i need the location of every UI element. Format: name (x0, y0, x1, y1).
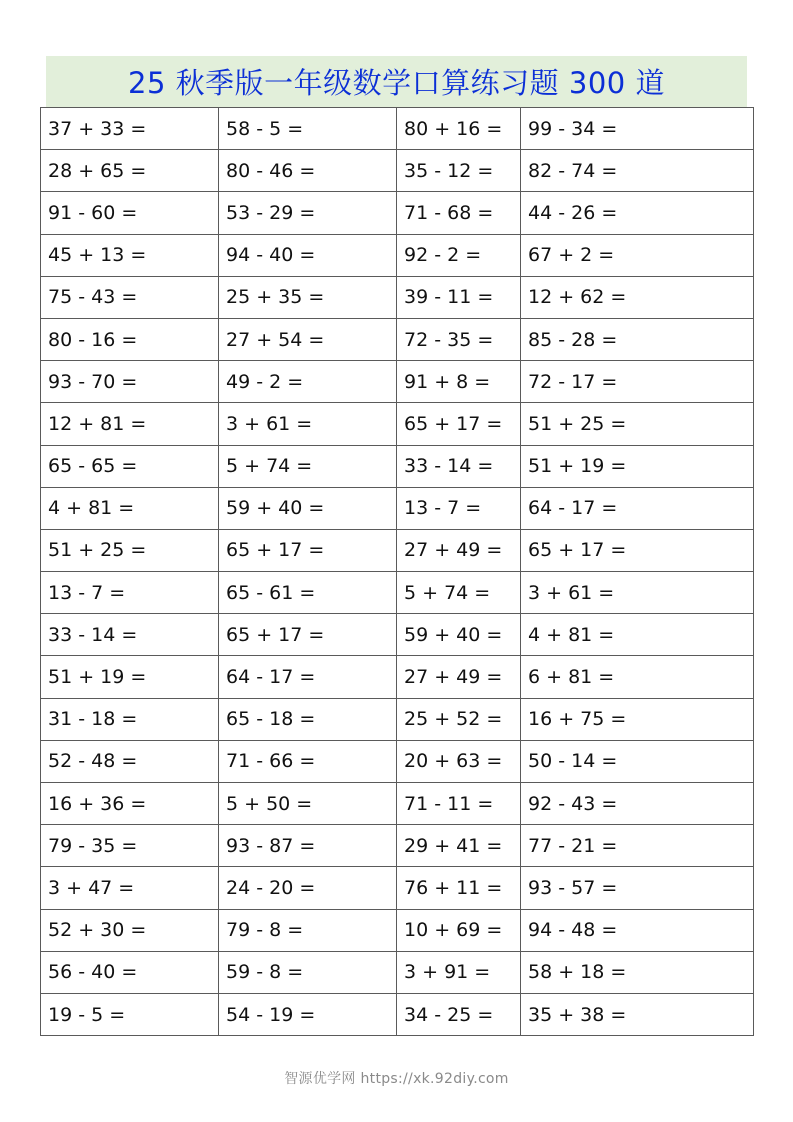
exercise-cell: 93 - 87 = (219, 825, 397, 867)
exercise-cell: 3 + 91 = (397, 951, 521, 993)
exercise-cell: 16 + 36 = (41, 783, 219, 825)
exercise-cell: 94 - 40 = (219, 234, 397, 276)
table-row (41, 361, 754, 403)
exercise-cell: 5 + 50 = (219, 783, 397, 825)
exercise-cell: 39 - 11 = (397, 276, 521, 318)
exercise-cell: 92 - 2 = (397, 234, 521, 276)
exercise-cell: 91 + 8 = (397, 361, 521, 403)
exercise-cell: 58 - 5 = (219, 108, 397, 150)
table-row (41, 909, 754, 951)
exercise-cell: 91 - 60 = (41, 192, 219, 234)
exercise-cell: 77 - 21 = (521, 825, 754, 867)
table-row (41, 445, 754, 487)
exercise-cell: 59 + 40 = (219, 487, 397, 529)
exercise-cell: 80 + 16 = (397, 108, 521, 150)
exercise-cell: 52 - 48 = (41, 740, 219, 782)
exercise-cell: 25 + 52 = (397, 698, 521, 740)
table-row (41, 403, 754, 445)
exercise-cell: 44 - 26 = (521, 192, 754, 234)
exercise-cell: 27 + 54 = (219, 318, 397, 360)
table-row (41, 783, 754, 825)
exercise-table (40, 107, 754, 1036)
table-row (41, 993, 754, 1035)
exercise-cell: 6 + 81 = (521, 656, 754, 698)
exercise-cell: 99 - 34 = (521, 108, 754, 150)
exercise-cell: 65 + 17 = (397, 403, 521, 445)
exercise-cell: 72 - 35 = (397, 318, 521, 360)
exercise-cell: 75 - 43 = (41, 276, 219, 318)
exercise-cell: 28 + 65 = (41, 150, 219, 192)
table-row (41, 318, 754, 360)
exercise-cell: 80 - 16 = (41, 318, 219, 360)
footer-watermark: 智源优学网 https://xk.92diy.com (284, 1071, 509, 1087)
exercise-cell: 92 - 43 = (521, 783, 754, 825)
title-banner (46, 56, 747, 107)
exercise-cell: 3 + 61 = (219, 403, 397, 445)
exercise-cell: 37 + 33 = (41, 108, 219, 150)
exercise-cell: 51 + 19 = (521, 445, 754, 487)
exercise-cell: 35 + 38 = (521, 993, 754, 1035)
exercise-cell: 12 + 81 = (41, 403, 219, 445)
exercise-cell: 49 - 2 = (219, 361, 397, 403)
exercise-cell: 13 - 7 = (397, 487, 521, 529)
exercise-cell: 27 + 49 = (397, 656, 521, 698)
exercise-cell: 54 - 19 = (219, 993, 397, 1035)
exercise-cell: 27 + 49 = (397, 529, 521, 571)
exercise-cell: 29 + 41 = (397, 825, 521, 867)
exercise-cell: 85 - 28 = (521, 318, 754, 360)
exercise-cell: 10 + 69 = (397, 909, 521, 951)
exercise-cell: 12 + 62 = (521, 276, 754, 318)
table-row (41, 951, 754, 993)
table-row (41, 276, 754, 318)
exercise-table-body (41, 108, 754, 1036)
exercise-cell: 59 + 40 = (397, 614, 521, 656)
exercise-cell: 4 + 81 = (41, 487, 219, 529)
exercise-cell: 4 + 81 = (521, 614, 754, 656)
exercise-cell: 16 + 75 = (521, 698, 754, 740)
exercise-cell: 67 + 2 = (521, 234, 754, 276)
exercise-cell: 51 + 25 = (521, 403, 754, 445)
exercise-cell: 52 + 30 = (41, 909, 219, 951)
exercise-cell: 72 - 17 = (521, 361, 754, 403)
exercise-cell: 71 - 66 = (219, 740, 397, 782)
table-row (41, 487, 754, 529)
exercise-cell: 65 + 17 = (521, 529, 754, 571)
exercise-cell: 65 + 17 = (219, 529, 397, 571)
exercise-cell: 33 - 14 = (41, 614, 219, 656)
exercise-cell: 33 - 14 = (397, 445, 521, 487)
exercise-cell: 58 + 18 = (521, 951, 754, 993)
exercise-cell: 35 - 12 = (397, 150, 521, 192)
table-row (41, 234, 754, 276)
exercise-cell: 71 - 11 = (397, 783, 521, 825)
table-row (41, 108, 754, 150)
exercise-cell: 82 - 74 = (521, 150, 754, 192)
exercise-cell: 5 + 74 = (219, 445, 397, 487)
exercise-cell: 51 + 25 = (41, 529, 219, 571)
exercise-cell: 31 - 18 = (41, 698, 219, 740)
exercise-cell: 3 + 61 = (521, 572, 754, 614)
exercise-cell: 25 + 35 = (219, 276, 397, 318)
exercise-cell: 80 - 46 = (219, 150, 397, 192)
table-row (41, 825, 754, 867)
exercise-cell: 3 + 47 = (41, 867, 219, 909)
exercise-cell: 50 - 14 = (521, 740, 754, 782)
exercise-cell: 45 + 13 = (41, 234, 219, 276)
exercise-cell: 79 - 35 = (41, 825, 219, 867)
table-row (41, 698, 754, 740)
exercise-cell: 53 - 29 = (219, 192, 397, 234)
exercise-cell: 65 - 18 = (219, 698, 397, 740)
exercise-cell: 51 + 19 = (41, 656, 219, 698)
exercise-cell: 5 + 74 = (397, 572, 521, 614)
page-title: 25 秋季版一年级数学口算练习题 300 道 (128, 66, 665, 100)
exercise-cell: 34 - 25 = (397, 993, 521, 1035)
table-row (41, 572, 754, 614)
table-row (41, 740, 754, 782)
exercise-cell: 13 - 7 = (41, 572, 219, 614)
exercise-cell: 56 - 40 = (41, 951, 219, 993)
exercise-cell: 71 - 68 = (397, 192, 521, 234)
exercise-cell: 94 - 48 = (521, 909, 754, 951)
exercise-cell: 64 - 17 = (521, 487, 754, 529)
exercise-cell: 93 - 57 = (521, 867, 754, 909)
exercise-cell: 65 + 17 = (219, 614, 397, 656)
table-row (41, 656, 754, 698)
exercise-cell: 24 - 20 = (219, 867, 397, 909)
exercise-cell: 59 - 8 = (219, 951, 397, 993)
exercise-cell: 19 - 5 = (41, 993, 219, 1035)
table-row (41, 867, 754, 909)
table-row (41, 192, 754, 234)
exercise-cell: 20 + 63 = (397, 740, 521, 782)
exercise-cell: 93 - 70 = (41, 361, 219, 403)
exercise-cell: 65 - 61 = (219, 572, 397, 614)
exercise-cell: 76 + 11 = (397, 867, 521, 909)
exercise-cell: 79 - 8 = (219, 909, 397, 951)
table-row (41, 614, 754, 656)
exercise-cell: 64 - 17 = (219, 656, 397, 698)
exercise-cell: 65 - 65 = (41, 445, 219, 487)
table-row (41, 150, 754, 192)
table-row (41, 529, 754, 571)
